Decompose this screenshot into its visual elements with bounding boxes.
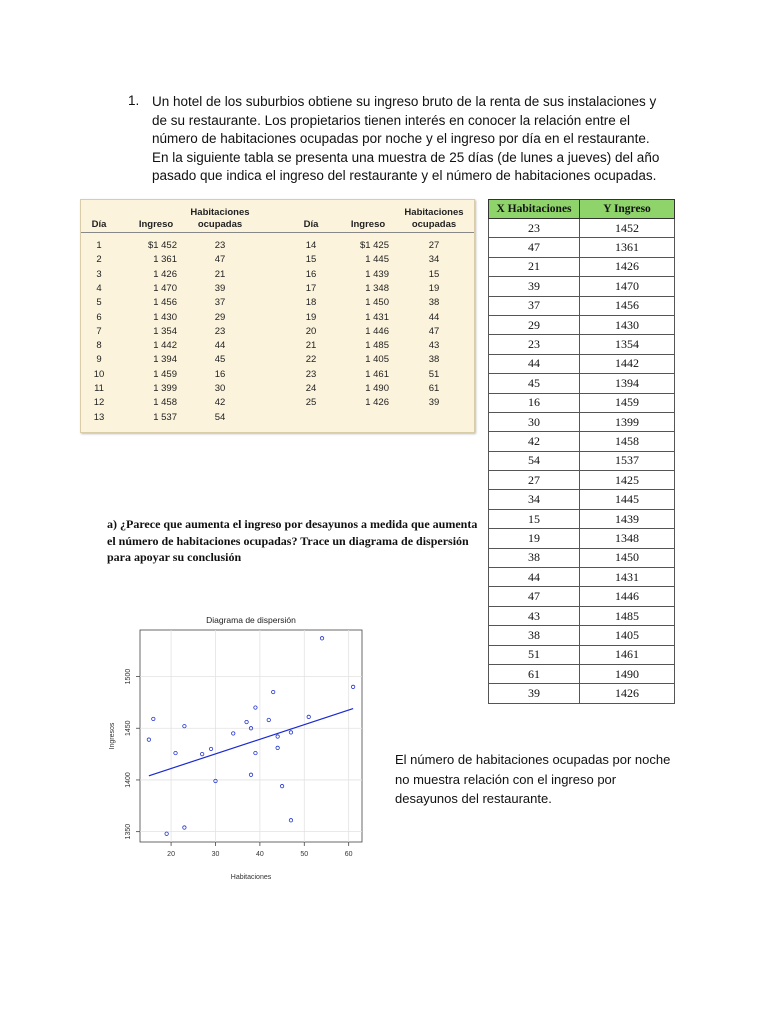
book-cell-habitaciones: 61 xyxy=(428,383,440,394)
cell-ingreso: 1446 xyxy=(580,587,675,606)
table-row xyxy=(489,354,675,373)
book-cell-ingreso: 1 442 xyxy=(153,340,177,352)
book-cell-ingreso: $1 452 xyxy=(147,240,177,251)
cell-ingreso: 1430 xyxy=(580,315,675,334)
book-cell-dia: 15 xyxy=(305,254,317,266)
cell-ingreso: 1458 xyxy=(580,432,675,451)
cell-ingreso: 1442 xyxy=(580,354,675,373)
table-row xyxy=(489,471,675,490)
x-axis-label: Habitaciones xyxy=(230,874,272,881)
book-cell-ingreso: 1 490 xyxy=(365,383,389,394)
x-tick-label: 30 xyxy=(211,851,220,858)
header-dia-right: Día xyxy=(303,219,319,230)
book-cell-ingreso: 1 446 xyxy=(365,325,389,337)
header-ocupadas-left: ocupadas xyxy=(197,219,243,230)
cell-ingreso: 1405 xyxy=(580,626,675,645)
cell-habitaciones: 38 xyxy=(489,626,580,645)
book-cell-dia: 16 xyxy=(305,268,317,280)
book-cell-habitaciones: 16 xyxy=(214,368,226,380)
cell-ingreso: 1459 xyxy=(580,393,675,412)
book-cell-ingreso: 1 348 xyxy=(365,282,389,294)
cell-ingreso: 1425 xyxy=(580,471,675,490)
book-cell-habitaciones: 44 xyxy=(428,311,440,323)
cell-habitaciones: 23 xyxy=(489,335,580,354)
plot-frame xyxy=(140,630,362,842)
chart-title: Diagrama de dispersión xyxy=(206,615,296,625)
book-cell-dia: 25 xyxy=(305,397,317,409)
x-tick-label: 20 xyxy=(167,851,175,858)
book-cell-habitaciones: 43 xyxy=(428,340,440,352)
book-cell-habitaciones: 47 xyxy=(214,254,226,266)
cell-ingreso: 1394 xyxy=(580,374,675,393)
table-row xyxy=(489,664,675,683)
book-cell-dia: 3 xyxy=(96,268,102,280)
table-row xyxy=(489,490,675,509)
book-cell-ingreso: 1 470 xyxy=(153,282,177,294)
table-row xyxy=(489,296,675,315)
book-cell-ingreso: 1 426 xyxy=(365,397,389,409)
cell-habitaciones: 43 xyxy=(489,606,580,625)
table-row xyxy=(489,315,675,334)
scatter-plot xyxy=(104,606,386,890)
cell-habitaciones: 44 xyxy=(489,354,580,373)
book-cell-ingreso: 1 405 xyxy=(365,354,389,366)
y-axis-label: Ingresos xyxy=(109,722,116,750)
book-cell-ingreso: 1 426 xyxy=(153,268,177,280)
cell-habitaciones: 29 xyxy=(489,315,580,334)
book-cell-ingreso: $1 425 xyxy=(359,240,389,251)
book-cell-ingreso: 1 459 xyxy=(153,368,177,380)
y-tick-label: 1350 xyxy=(125,823,132,840)
book-cell-habitaciones: 37 xyxy=(214,297,226,309)
y-tick-label: 1400 xyxy=(125,772,132,788)
table-row xyxy=(489,606,675,625)
cell-ingreso: 1470 xyxy=(580,277,675,296)
header-dia-left: Día xyxy=(91,219,107,230)
book-cell-ingreso: 1 450 xyxy=(365,297,389,309)
book-cell-habitaciones: 29 xyxy=(214,311,226,323)
cell-habitaciones: 38 xyxy=(489,548,580,567)
book-cell-dia: 8 xyxy=(96,340,102,352)
cell-ingreso: 1439 xyxy=(580,509,675,528)
book-cell-habitaciones: 39 xyxy=(214,282,226,294)
book-cell-dia: 14 xyxy=(305,240,317,251)
header-ocupadas-right: ocupadas xyxy=(411,219,457,230)
xy-data-table xyxy=(488,199,675,704)
textbook-data-table xyxy=(80,199,475,433)
book-cell-habitaciones: 15 xyxy=(428,268,440,280)
cell-habitaciones: 30 xyxy=(489,412,580,431)
cell-habitaciones: 34 xyxy=(489,490,580,509)
book-cell-dia: 10 xyxy=(93,368,105,380)
cell-ingreso: 1452 xyxy=(580,219,675,238)
table-row xyxy=(489,587,675,606)
table-row xyxy=(489,335,675,354)
cell-habitaciones: 47 xyxy=(489,587,580,606)
table-row xyxy=(489,548,675,567)
conclusion-text: El número de habitaciones ocupadas por noche no muestra relación con el ingreso por desayunos del restaurante. xyxy=(395,752,671,806)
book-cell-dia: 11 xyxy=(94,383,104,394)
book-cell-habitaciones: 39 xyxy=(428,397,440,409)
cell-ingreso: 1445 xyxy=(580,490,675,509)
cell-ingreso: 1361 xyxy=(580,238,675,257)
book-table-header xyxy=(81,206,474,233)
header-ingreso-left: Ingreso xyxy=(138,219,174,230)
cell-ingreso: 1537 xyxy=(580,451,675,470)
book-cell-dia: 18 xyxy=(305,297,317,309)
table-row xyxy=(489,393,675,412)
table-row xyxy=(489,626,675,645)
book-cell-habitaciones: 51 xyxy=(428,368,440,380)
book-cell-habitaciones: 38 xyxy=(428,297,440,309)
cell-ingreso: 1485 xyxy=(580,606,675,625)
cell-habitaciones: 45 xyxy=(489,374,580,393)
cell-ingreso: 1426 xyxy=(580,257,675,276)
table-row xyxy=(489,684,675,703)
cell-ingreso: 1399 xyxy=(580,412,675,431)
cell-habitaciones: 27 xyxy=(489,471,580,490)
book-cell-ingreso: 1 361 xyxy=(153,254,177,266)
book-cell-dia: 4 xyxy=(96,282,102,294)
cell-habitaciones: 39 xyxy=(489,277,580,296)
cell-ingreso: 1431 xyxy=(580,568,675,587)
cell-habitaciones: 16 xyxy=(489,393,580,412)
book-cell-dia: 5 xyxy=(96,297,102,309)
book-cell-dia: 6 xyxy=(96,311,102,323)
book-cell-habitaciones: 19 xyxy=(428,282,440,294)
cell-habitaciones: 42 xyxy=(489,432,580,451)
book-cell-dia: 12 xyxy=(93,397,105,409)
book-cell-dia: 7 xyxy=(96,325,102,337)
book-cell-ingreso: 1 394 xyxy=(153,354,177,366)
book-cell-ingreso: 1 431 xyxy=(365,311,389,323)
book-cell-dia: 13 xyxy=(93,411,105,423)
book-cell-habitaciones: 34 xyxy=(428,254,440,266)
table-row xyxy=(489,568,675,587)
book-cell-habitaciones: 23 xyxy=(214,325,226,337)
cell-habitaciones: 61 xyxy=(489,664,580,683)
table-row xyxy=(489,374,675,393)
table-row xyxy=(489,645,675,664)
book-cell-dia: 19 xyxy=(305,311,317,323)
cell-habitaciones: 23 xyxy=(489,219,580,238)
book-cell-habitaciones: 30 xyxy=(214,383,226,394)
book-cell-ingreso: 1 461 xyxy=(365,368,389,380)
book-cell-habitaciones: 54 xyxy=(214,411,226,423)
book-cell-habitaciones: 27 xyxy=(428,240,440,251)
book-cell-ingreso: 1 456 xyxy=(153,297,177,309)
cell-ingreso: 1456 xyxy=(580,296,675,315)
cell-ingreso: 1348 xyxy=(580,529,675,548)
book-cell-dia: 17 xyxy=(305,282,317,294)
table-row xyxy=(489,412,675,431)
cell-habitaciones: 39 xyxy=(489,684,580,703)
book-cell-habitaciones: 44 xyxy=(214,340,226,352)
cell-habitaciones: 37 xyxy=(489,296,580,315)
book-cell-ingreso: 1 354 xyxy=(153,325,177,337)
question-text: Un hotel de los suburbios obtiene su ingreso bruto de la renta de sus instalaciones y de su restaurante. Los propietarios tienen interés en conocer la relación entre el número de habitaciones ocupadas por noche y el ingreso por día en el restaurante. En la siguiente tabla se presenta una muestra de 25 días (de lunes a jueves) del año pasado que indica el ingreso del restaurante y el número de habitaciones ocupadas. xyxy=(152,94,660,184)
cell-ingreso: 1354 xyxy=(580,335,675,354)
y-tick-label: 1450 xyxy=(125,720,132,737)
table-row xyxy=(489,509,675,528)
cell-habitaciones: 15 xyxy=(489,509,580,528)
book-cell-ingreso: 1 430 xyxy=(153,311,177,323)
book-cell-ingreso: 1 439 xyxy=(365,268,389,280)
book-cell-dia: 24 xyxy=(305,383,317,394)
table-row xyxy=(489,238,675,257)
y-tick-label: 1500 xyxy=(125,668,132,685)
book-cell-habitaciones: 21 xyxy=(214,268,226,280)
cell-ingreso: 1461 xyxy=(580,645,675,664)
book-cell-ingreso: 1 458 xyxy=(153,397,177,409)
x-tick-label: 50 xyxy=(300,851,309,858)
table-row xyxy=(489,257,675,276)
book-cell-dia: 21 xyxy=(305,340,317,352)
cell-habitaciones: 19 xyxy=(489,529,580,548)
book-cell-dia: 9 xyxy=(96,354,102,366)
x-tick-label: 40 xyxy=(255,851,264,858)
book-cell-dia: 23 xyxy=(305,368,317,380)
header-habitaciones-left: Habitaciones xyxy=(190,207,250,218)
book-cell-dia: 2 xyxy=(96,254,102,266)
book-cell-dia: 20 xyxy=(305,325,317,337)
book-cell-ingreso: 1 485 xyxy=(365,340,389,352)
book-cell-habitaciones: 47 xyxy=(428,325,440,337)
book-cell-habitaciones: 45 xyxy=(214,354,226,366)
cell-habitaciones: 44 xyxy=(489,568,580,587)
header-habitaciones-right: Habitaciones xyxy=(404,207,464,218)
header-ingreso-right: Ingreso xyxy=(350,219,386,230)
question-number: 1. xyxy=(128,93,140,108)
table-row xyxy=(489,277,675,296)
table-row xyxy=(489,432,675,451)
book-cell-ingreso: 1 445 xyxy=(365,254,389,266)
cell-habitaciones: 21 xyxy=(489,257,580,276)
cell-habitaciones: 47 xyxy=(489,238,580,257)
part-a-question: a) ¿Parece que aumenta el ingreso por desayunos a medida que aumenta el número de habitaciones ocupadas? Trace un diagrama de dispersión para apoyar su conclusión xyxy=(107,517,478,564)
cell-habitaciones: 51 xyxy=(489,645,580,664)
book-cell-habitaciones: 23 xyxy=(214,240,226,251)
x-tick-label: 60 xyxy=(344,851,353,858)
table-row xyxy=(489,529,675,548)
cell-ingreso: 1426 xyxy=(580,684,675,703)
book-cell-habitaciones: 42 xyxy=(214,397,226,409)
cell-ingreso: 1450 xyxy=(580,548,675,567)
table-row xyxy=(489,451,675,470)
book-cell-dia: 22 xyxy=(305,354,317,366)
cell-habitaciones: 54 xyxy=(489,451,580,470)
book-cell-ingreso: 1 399 xyxy=(153,383,177,394)
book-cell-dia: 1 xyxy=(96,240,102,251)
table-row xyxy=(489,219,675,238)
cell-ingreso: 1490 xyxy=(580,664,675,683)
book-cell-ingreso: 1 537 xyxy=(153,411,177,423)
book-cell-habitaciones: 38 xyxy=(428,354,440,366)
header-x-habitaciones: X Habitaciones xyxy=(489,200,580,219)
header-y-ingreso: Y Ingreso xyxy=(580,200,675,219)
